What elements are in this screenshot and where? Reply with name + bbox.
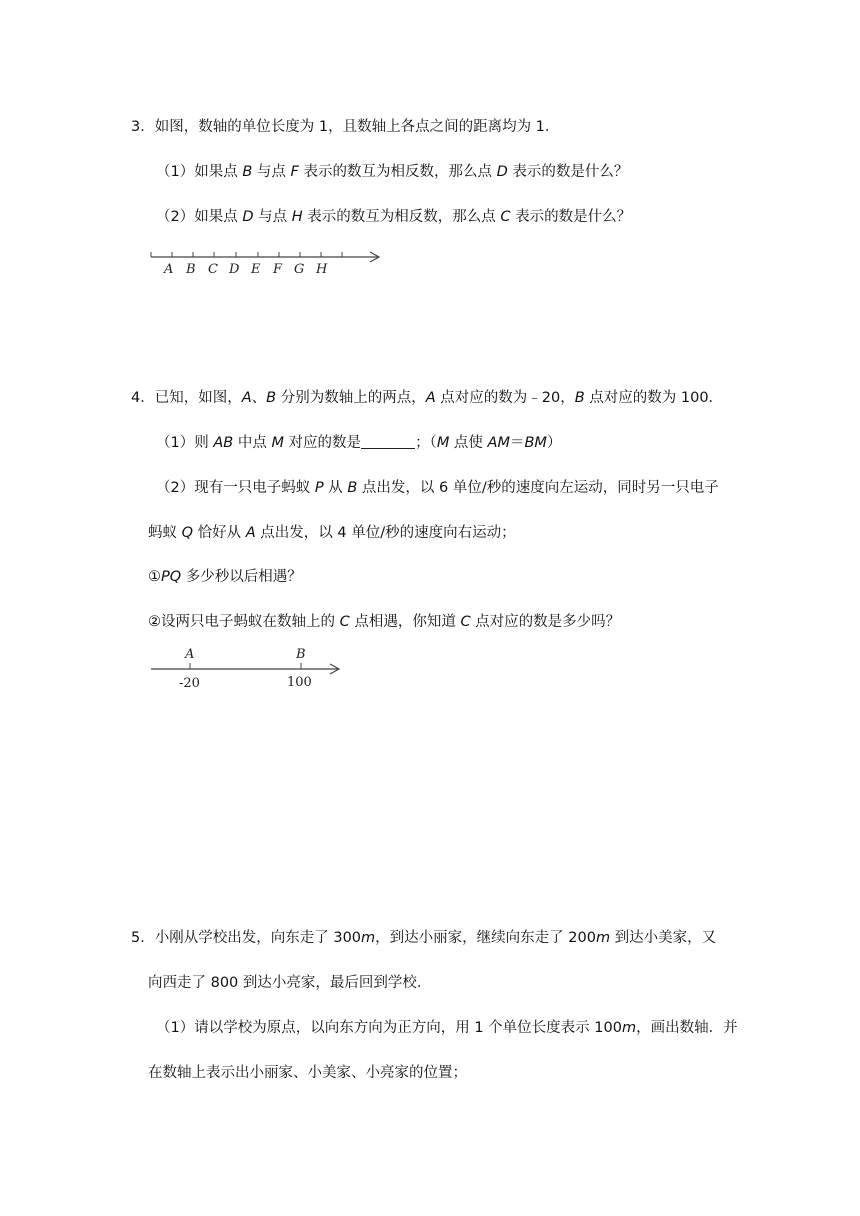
question-5-part-1-line-1: （1）请以学校为原点，以向东方向为正方向，用 1 个单位长度表示 100m，画出数轴．并 (156, 1020, 738, 1036)
question-4-part-2-line-2: 蚂蚁 Q 恰好从 A 点出发，以 4 单位/秒的速度向右运动； (148, 525, 516, 541)
question-5-line-2: 向西走了 800 到达小亮家，最后回到学校． (148, 975, 432, 991)
point-label-b: B (296, 647, 306, 662)
question-3-stem: 3．如图，数轴的单位长度为 1，且数轴上各点之间的距离均为 1． (131, 119, 560, 135)
number-line-q3 (148, 246, 388, 286)
question-4-part-1: （1）则 AB 中点 M 对应的数是 ；（M 点使 AM＝BM） (156, 435, 562, 451)
axis-ticks (151, 252, 342, 257)
point-label-g: G (294, 262, 305, 277)
question-3-part-1: （1）如果点 B 与点 F 表示的数互为相反数，那么点 D 表示的数是什么？ (156, 164, 629, 180)
question-3-part-2: （2）如果点 D 与点 H 表示的数互为相反数，那么点 C 表示的数是什么？ (156, 209, 632, 225)
question-5-line-1: 5．小刚从学校出发，向东走了 300m，到达小丽家，继续向东走了 200m 到达小美家，又 (131, 930, 717, 946)
question-5-part-1-line-2: 在数轴上表示出小丽家、小美家、小亮家的位置； (148, 1065, 467, 1081)
point-label-f: F (273, 262, 283, 277)
point-label-h: H (316, 262, 328, 277)
question-4-part-2-line-1: （2）现有一只电子蚂蚁 P 从 B 点出发，以 6 单位/秒的速度向左运动，同时另一只电子 (156, 480, 719, 496)
question-4-sub-2: ②设两只电子蚂蚁在数轴上的 C 点相遇，你知道 C 点对应的数是多少吗？ (148, 614, 621, 630)
point-label-a: A (164, 262, 174, 277)
point-label-e: E (251, 262, 261, 277)
value-label-b: 100 (287, 675, 312, 690)
point-label-a: A (185, 647, 195, 662)
value-label-a: -20 (179, 676, 200, 691)
question-4-sub-1: ①PQ 多少秒以后相遇？ (148, 569, 302, 585)
question-4-stem: 4．已知，如图，A、B 分别为数轴上的两点，A 点对应的数为﹣20，B 点对应的数为 100． (131, 390, 724, 406)
answer-blank[interactable] (361, 434, 415, 449)
point-label-b: B (186, 262, 196, 277)
number-line-q4 (148, 644, 348, 694)
point-label-d: D (229, 262, 240, 277)
point-label-c: C (208, 262, 218, 277)
